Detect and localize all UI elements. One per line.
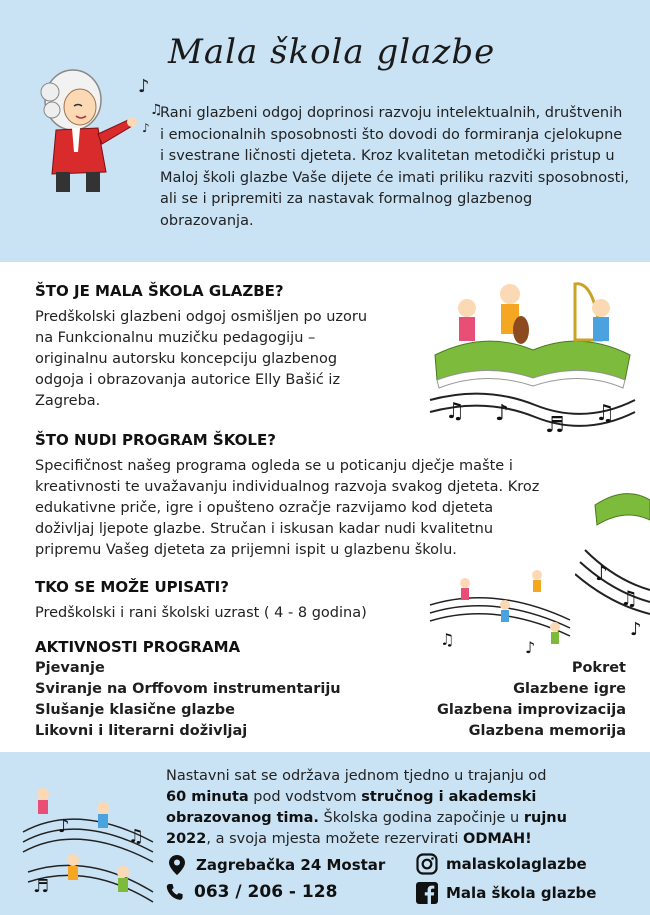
activity-item: Glazbene igre bbox=[513, 681, 626, 697]
phone-contact[interactable] bbox=[164, 881, 337, 903]
address-contact bbox=[166, 854, 385, 876]
svg-text:♬: ♬ bbox=[545, 413, 565, 438]
offer-text bbox=[35, 456, 539, 561]
facebook-contact[interactable] bbox=[416, 882, 596, 904]
svg-text:♫: ♫ bbox=[440, 630, 455, 649]
svg-text:♫: ♫ bbox=[445, 399, 465, 424]
mozart-illustration bbox=[28, 62, 168, 197]
instagram-handle[interactable]: malaskolaglazbe bbox=[446, 855, 587, 873]
offer-line: Specifičnost našeg programa ogleda se u poticanju dječje mašte i bbox=[35, 458, 513, 474]
svg-text:♪: ♪ bbox=[495, 401, 510, 426]
team-text: stručnog i akademski bbox=[361, 789, 537, 805]
svg-text:♪: ♪ bbox=[58, 816, 70, 837]
svg-text:♫: ♫ bbox=[150, 102, 163, 118]
activity-item: Sviranje na Orffovom instrumentariju bbox=[35, 681, 341, 697]
instagram-contact[interactable] bbox=[416, 853, 587, 875]
year-text: 2022 bbox=[166, 831, 207, 847]
offer-heading: ŠTO NUDI PROGRAM ŠKOLE? bbox=[35, 431, 276, 449]
duration-text: 60 minuta bbox=[166, 789, 249, 805]
what-line: Zagreba. bbox=[35, 393, 101, 409]
what-line: originalnu autorsku koncepciju glazbenog bbox=[35, 351, 338, 367]
offer-line: kreativnosti te uvažavanju individualnog razvoja svakog djeteta. Kroz bbox=[35, 479, 540, 495]
offer-line: pripremu Vašeg djeteta za prijemni ispit u glazbenu školu. bbox=[35, 542, 457, 558]
svg-text:♪: ♪ bbox=[630, 619, 642, 640]
offer-line: edukativne priče, igre i opušteno ozračje razvijamo kod djeteta bbox=[35, 500, 494, 516]
what-line: odgoja i obrazovanja autorice Elly Bašić iz bbox=[35, 372, 341, 388]
address-text: Zagrebačka 24 Mostar bbox=[196, 856, 386, 874]
schedule-span: pod vodstvom bbox=[248, 789, 362, 805]
schedule-line bbox=[166, 808, 626, 829]
schedule-text bbox=[166, 766, 626, 850]
activities-heading: AKTIVNOSTI PROGRAMA bbox=[35, 638, 241, 656]
schedule-line bbox=[166, 787, 626, 808]
what-line: na Funkcionalnu muzičku pedagogiju – bbox=[35, 330, 316, 346]
activities-right-list bbox=[437, 658, 626, 742]
who-heading: TKO SE MOŽE UPISATI? bbox=[35, 578, 229, 596]
facebook-icon bbox=[416, 882, 438, 904]
activity-item: Pokret bbox=[571, 660, 626, 676]
intro-text: Rani glazbeni odgoj doprinosi razvoju intelektualnih, društvenih i emocionalnih sposobnosti što dovodi do formiranja cjelokupne i svestrane ličnosti djeteta. Kroz kvalitetan metodički pristup u Maloj školi glazbe Vaše dijete će imati priliku razviti sposobnosti, ali se i pripremiti za nastavak formalnog glazbenog obrazovanja. bbox=[160, 105, 629, 229]
activity-item: Glazbena improvizacija bbox=[436, 702, 626, 718]
now-text: ODMAH! bbox=[463, 831, 532, 847]
svg-text:♫: ♫ bbox=[128, 826, 145, 847]
team-text-2: obrazovanog tima. bbox=[166, 810, 319, 826]
offer-line: doživljaj ljepote glazbe. Stručan i iskusan kadar nudi kvalitetnu bbox=[35, 521, 494, 537]
instagram-icon bbox=[416, 853, 438, 875]
activity-item: Glazbena memorija bbox=[468, 723, 626, 739]
svg-text:♪: ♪ bbox=[138, 76, 150, 97]
month-text: rujnu bbox=[523, 810, 567, 826]
map-pin-icon bbox=[166, 854, 188, 876]
schedule-line: Nastavni sat se održava jednom tjedno u trajanju od bbox=[166, 768, 547, 784]
music-staff-illustration bbox=[575, 480, 650, 650]
schedule-span: Školska godina započinje u bbox=[318, 810, 524, 826]
dancing-children-illustration bbox=[425, 565, 575, 660]
svg-text:♫: ♫ bbox=[595, 401, 615, 426]
schedule-line bbox=[166, 829, 626, 850]
schedule-span: , a svoja mjesta možete rezervirati bbox=[206, 831, 463, 847]
svg-text:♪: ♪ bbox=[142, 121, 150, 135]
facebook-page-name[interactable]: Mala škola glazbe bbox=[446, 884, 597, 902]
activity-item: Slušanje klasične glazbe bbox=[35, 702, 235, 718]
who-text: Predškolski i rani školski uzrast ( 4 - 8 godina) bbox=[35, 605, 367, 621]
page-title: Mala škola glazbe bbox=[168, 32, 496, 72]
activities-left-list bbox=[35, 658, 341, 742]
svg-text:♫: ♫ bbox=[620, 586, 638, 610]
phone-text[interactable]: 063 / 206 - 128 bbox=[194, 882, 338, 902]
svg-text:♪: ♪ bbox=[595, 561, 608, 585]
what-heading: ŠTO JE MALA ŠKOLA GLAZBE? bbox=[35, 282, 284, 300]
what-text bbox=[35, 307, 367, 412]
activity-item: Pjevanje bbox=[35, 660, 105, 676]
phone-icon bbox=[164, 881, 186, 903]
what-line: Predškolski glazbeni odgoj osmišljen po uzoru bbox=[35, 309, 368, 325]
book-children-illustration bbox=[425, 270, 640, 450]
svg-text:♬: ♬ bbox=[33, 876, 50, 897]
footer-music-illustration bbox=[18, 772, 158, 907]
svg-text:♪: ♪ bbox=[525, 638, 536, 657]
activity-item: Likovni i literarni doživljaj bbox=[35, 723, 248, 739]
